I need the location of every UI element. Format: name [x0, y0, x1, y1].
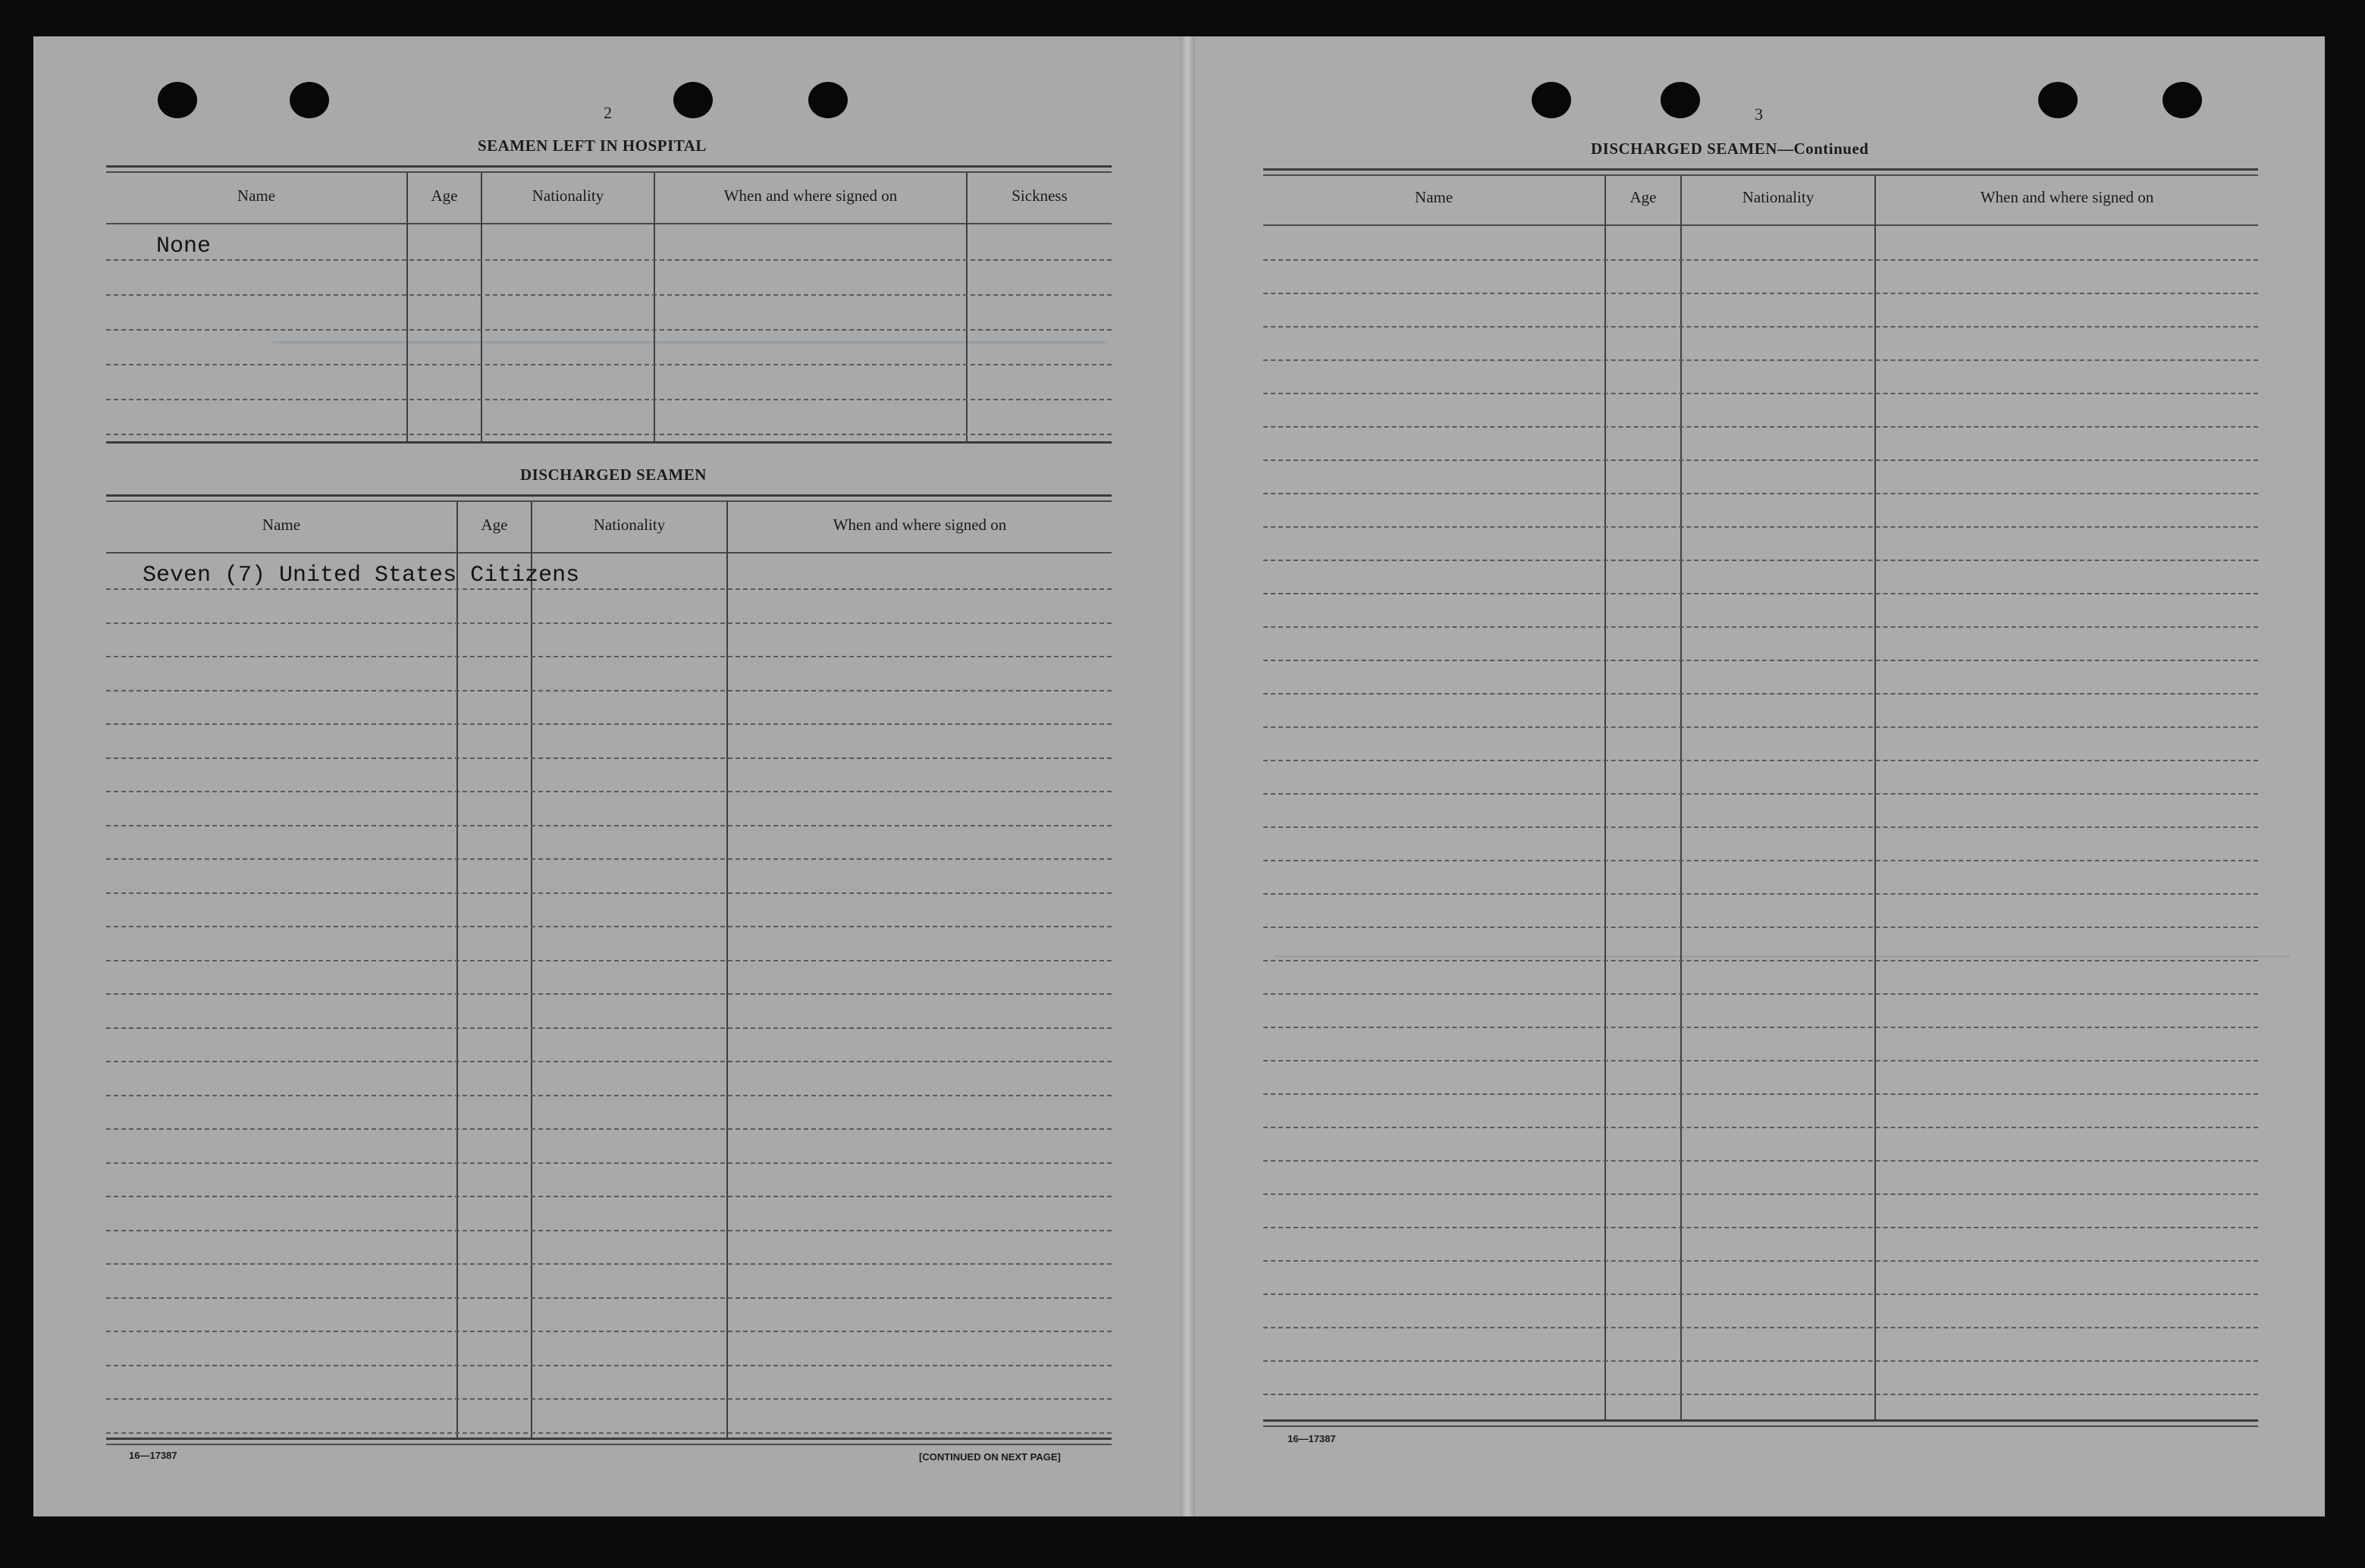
ruled-line [106, 993, 1112, 995]
punch-hole [2163, 82, 2202, 118]
ruled-line [106, 1128, 1112, 1130]
column-divider [406, 173, 408, 441]
ruled-line [1263, 1260, 2258, 1262]
section-rule [106, 1438, 1112, 1440]
ruled-line [106, 1331, 1112, 1332]
column-header-nationality: Nationality [593, 516, 666, 534]
column-header-name: Name [1414, 188, 1454, 206]
ruled-line [106, 1263, 1112, 1265]
ruled-line [106, 690, 1112, 691]
discharged-section-title: DISCHARGED SEAMEN [520, 466, 707, 484]
column-header-nationality: Nationality [1742, 188, 1815, 206]
header-rule [1263, 224, 2258, 226]
ruled-line [106, 1398, 1112, 1400]
punch-hole [2038, 82, 2078, 118]
ruled-line [106, 1432, 1112, 1434]
ruled-line [1263, 927, 2258, 928]
punch-hole [158, 82, 197, 118]
hospital-entry: None [156, 234, 212, 259]
ruled-line [106, 329, 1112, 331]
punch-hole [290, 82, 329, 118]
ruled-line [1263, 359, 2258, 361]
ruled-line [1263, 560, 2258, 561]
column-header-signed-on: When and where signed on [1980, 188, 2154, 206]
ruled-line [106, 1027, 1112, 1029]
ruled-line [1263, 259, 2258, 261]
discharged-entry: Seven (7) United States Citizens [143, 563, 580, 588]
column-header-name: Name [237, 187, 276, 205]
section-rule [1263, 1425, 2258, 1427]
ruled-line [106, 1297, 1112, 1299]
ruled-line [106, 434, 1112, 435]
ruled-line [1263, 1193, 2258, 1195]
ruled-line [1263, 1327, 2258, 1328]
ruled-line [1263, 860, 2258, 861]
bleed-through-text [1274, 955, 2290, 973]
ruled-line [106, 259, 1112, 261]
ruled-line [1263, 626, 2258, 628]
ruled-line [106, 892, 1112, 894]
ruled-line [1263, 826, 2258, 828]
form-number: 16—17387 [129, 1450, 177, 1461]
punch-hole [1661, 82, 1700, 118]
column-header-sickness: Sickness [1012, 187, 1068, 205]
ruled-line [1263, 1360, 2258, 1362]
ruled-line [1263, 526, 2258, 528]
ruled-line [106, 1196, 1112, 1197]
ruled-line [1263, 426, 2258, 428]
section-rule [1263, 168, 2258, 171]
ruled-line [106, 399, 1112, 400]
ruled-line [1263, 1027, 2258, 1028]
ruled-line [1263, 660, 2258, 661]
form-number: 16—17387 [1288, 1433, 1336, 1444]
column-header-age: Age [481, 516, 508, 534]
section-rule [1263, 174, 2258, 176]
ruled-line [106, 960, 1112, 961]
ruled-line [106, 364, 1112, 365]
ruled-line [1263, 1294, 2258, 1295]
ruled-line [106, 1095, 1112, 1096]
column-divider [481, 173, 482, 441]
section-rule [106, 171, 1112, 173]
hospital-section-title: SEAMEN LEFT IN HOSPITAL [478, 136, 707, 155]
header-rule [106, 223, 1112, 224]
column-divider [1604, 176, 1606, 1421]
column-divider [1874, 176, 1876, 1421]
column-divider [1680, 176, 1682, 1421]
ruled-line [106, 1162, 1112, 1164]
ruled-line [106, 656, 1112, 657]
page-gutter [1180, 36, 1195, 1516]
ruled-line [1263, 1060, 2258, 1062]
ruled-line [106, 1230, 1112, 1231]
bleed-through-text [273, 341, 1107, 359]
column-header-age: Age [431, 187, 458, 205]
header-rule [106, 552, 1112, 554]
column-header-age: Age [1629, 188, 1657, 206]
ruled-line [1263, 760, 2258, 761]
section-rule [106, 165, 1112, 168]
ruled-line [106, 622, 1112, 624]
column-header-signed-on: When and where signed on [723, 187, 898, 205]
ruled-line [1263, 1160, 2258, 1162]
punch-hole [673, 82, 713, 118]
ruled-line [1263, 493, 2258, 494]
column-divider [654, 173, 655, 441]
section-rule [106, 1444, 1112, 1445]
ruled-line [1263, 459, 2258, 461]
section-rule [106, 494, 1112, 497]
ruled-line [1263, 693, 2258, 695]
ruled-line [1263, 326, 2258, 328]
discharged-continued-title: DISCHARGED SEAMEN—Continued [1591, 140, 1869, 158]
ruled-line [1263, 960, 2258, 961]
column-header-signed-on: When and where signed on [833, 516, 1007, 534]
punch-hole [1532, 82, 1571, 118]
section-rule [106, 441, 1112, 444]
column-divider [966, 173, 968, 441]
section-rule [106, 500, 1112, 502]
continued-note: [CONTINUED ON NEXT PAGE] [919, 1451, 1061, 1463]
ruled-line [106, 858, 1112, 860]
ruled-line [106, 825, 1112, 826]
ruled-line [1263, 1394, 2258, 1395]
ruled-line [1263, 393, 2258, 394]
ruled-line [106, 588, 1112, 590]
ruled-line [1263, 1127, 2258, 1128]
ruled-line [1263, 593, 2258, 594]
page-number: 2 [604, 103, 612, 122]
ruled-line [106, 294, 1112, 296]
ruled-line [1263, 726, 2258, 728]
section-rule [1263, 1419, 2258, 1422]
page-number: 3 [1755, 105, 1763, 124]
ruled-line [1263, 1093, 2258, 1095]
punch-hole [808, 82, 848, 118]
column-header-nationality: Nationality [532, 187, 604, 205]
ruled-line [1263, 993, 2258, 995]
ruled-line [1263, 1227, 2258, 1228]
ruled-line [1263, 893, 2258, 895]
ruled-line [1263, 293, 2258, 294]
column-header-name: Name [262, 516, 301, 534]
ruled-line [106, 791, 1112, 792]
ruled-line [106, 757, 1112, 759]
ruled-line [106, 723, 1112, 725]
ruled-line [1263, 793, 2258, 795]
ruled-line [106, 926, 1112, 927]
ruled-line [106, 1061, 1112, 1062]
ruled-line [106, 1365, 1112, 1366]
